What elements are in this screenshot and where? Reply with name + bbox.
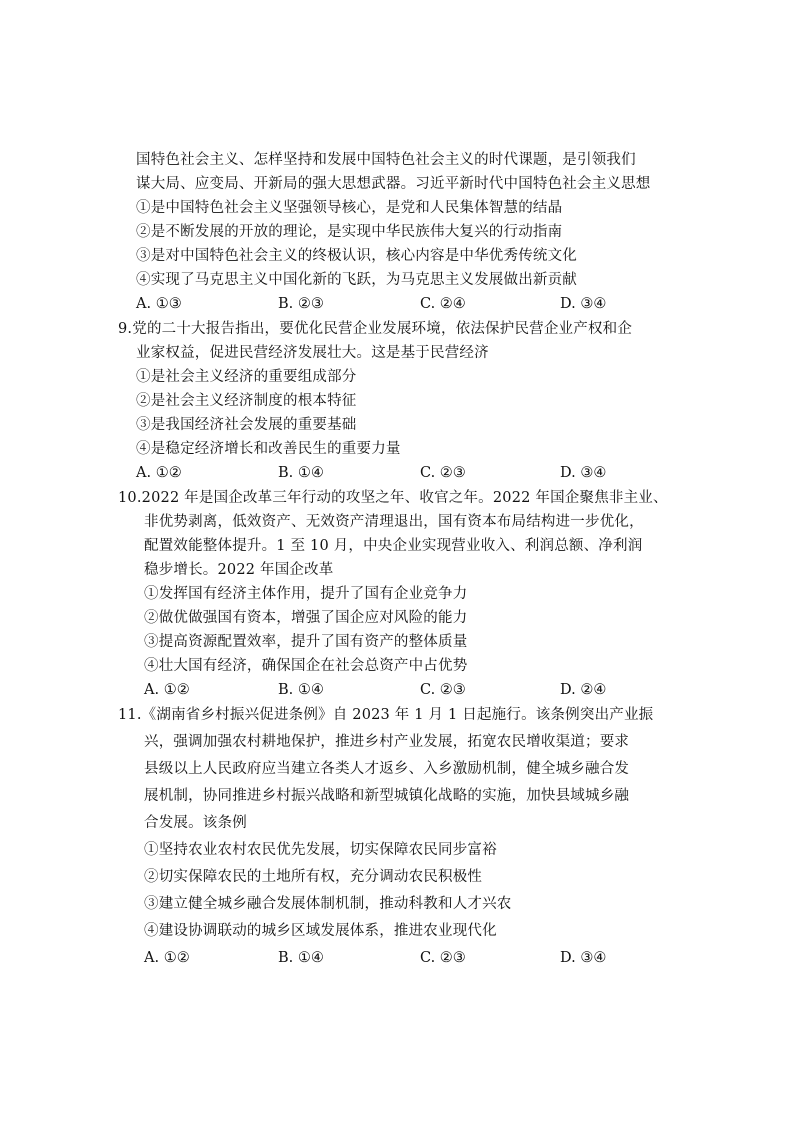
q9-item-4: ④是稳定经济增长和改善民生的重要力量: [136, 441, 401, 457]
q10-stem-text-1: 2022 年是国企改革三年行动的攻坚之年、收官之年。2022 年国企聚焦非主业、: [141, 490, 668, 506]
q9-stem-line-1: [118, 319, 632, 339]
q10-item-3: ③提高资源配置效率，提升了国有资产的整体质量: [144, 634, 468, 650]
q10-item-1: ①发挥国有经济主体作用，提升了国有企业竞争力: [144, 586, 468, 602]
q8-option-b: B. ②③: [278, 296, 324, 312]
q11-option-d: D. ③④: [560, 950, 607, 966]
q10-option-b: B. ①④: [278, 682, 324, 698]
q11-stem-line-4: 展机制，协同推进乡村振兴战略和新型城镇化战略的实施，加快县域城乡融: [144, 788, 630, 804]
q8-option-a: A. ①③: [136, 296, 182, 312]
q10-stem-line-3: 配置效能整体提升。1 至 10 月，中央企业实现营业收入、利润总额、净利润: [144, 538, 643, 554]
q9-item-1: ①是社会主义经济的重要组成部分: [136, 369, 357, 385]
q10-item-2: ②做优做强国有资本，增强了国企应对风险的能力: [144, 610, 468, 626]
q11-item-3: ③建立健全城乡融合发展体制机制，推动科教和人才兴农: [144, 896, 512, 912]
q9-item-3: ③是我国经济社会发展的重要基础: [136, 417, 357, 433]
q8-item-1: ①是中国特色社会主义坚强领导核心，是党和人民集体智慧的结晶: [136, 200, 563, 216]
q10-option-d: D. ②④: [560, 682, 607, 698]
q8-stem-line-1: 国特色社会主义、怎样坚持和发展中国特色社会主义的时代课题，是引领我们: [136, 152, 636, 168]
q11-stem-line-5: 合发展。该条例: [144, 815, 247, 831]
q11-option-c: C. ②③: [420, 950, 466, 966]
q11-options: [144, 948, 664, 968]
q9-stem-line-2: 业家权益，促进民营经济发展壮大。这是基于民营经济: [136, 345, 489, 361]
q11-number: 11.: [118, 707, 142, 723]
q8-option-c: C. ②④: [420, 296, 466, 312]
q11-option-a: A. ①②: [144, 950, 190, 966]
q10-number: 10.: [118, 490, 142, 506]
q8-option-d: D. ③④: [560, 296, 607, 312]
q8-item-3: ③是对中国特色社会主义的终极认识，核心内容是中华优秀传统文化: [136, 248, 577, 264]
q9-option-a: A. ①②: [136, 465, 182, 481]
q9-number: 9.: [118, 321, 133, 337]
q10-item-4: ④壮大国有经济，确保国企在社会总资产中占优势: [144, 658, 468, 674]
q11-item-4: ④建设协调联动的城乡区域发展体系，推进农业现代化: [144, 923, 497, 939]
q11-stem-line-3: 县级以上人民政府应当建立各类人才返乡、入乡激励机制，健全城乡融合发: [144, 761, 630, 777]
q11-item-1: ①坚持农业农村农民优先发展，切实保障农民同步富裕: [144, 842, 497, 858]
q11-stem-text-1: 《湖南省乡村振兴促进条例》自 2023 年 1 月 1 日起施行。该条例突出产业振: [141, 707, 654, 723]
q10-stem-line-2: 非优势剥离，低效资产、无效资产清理退出，国有资本布局结构进一步优化，: [144, 514, 644, 530]
q10-option-c: C. ②③: [420, 682, 466, 698]
q11-stem-line-1: [118, 705, 653, 725]
q9-item-2: ②是社会主义经济制度的根本特征: [136, 393, 357, 409]
q9-option-b: B. ①④: [278, 465, 324, 481]
q10-options: [144, 680, 664, 700]
q11-option-b: B. ①④: [278, 950, 324, 966]
q8-options: [136, 294, 656, 314]
q11-item-2: ②切实保障农民的土地所有权，充分调动农民积极性: [144, 869, 483, 885]
q9-stem-text-1: 党的二十大报告指出，要优化民营企业发展环境，依法保护民营企业产权和企: [132, 321, 633, 337]
q11-stem-line-2: 兴，强调加强农村耕地保护，推进乡村产业发展，拓宽农民增收渠道；要求: [144, 734, 630, 750]
q10-option-a: A. ①②: [144, 682, 190, 698]
q9-options: [136, 463, 656, 483]
q9-option-c: C. ②③: [420, 465, 466, 481]
q10-stem-line-4: 稳步增长。2022 年国企改革: [144, 562, 334, 578]
q8-item-2: ②是不断发展的开放的理论，是实现中华民族伟大复兴的行动指南: [136, 224, 563, 240]
q9-option-d: D. ③④: [560, 465, 607, 481]
q8-stem-line-2: 谋大局、应变局、开新局的强大思想武器。习近平新时代中国特色社会主义思想: [136, 176, 651, 192]
q10-stem-line-1: [118, 488, 668, 508]
q8-item-4: ④实现了马克思主义中国化新的飞跃，为马克思主义发展做出新贡献: [136, 272, 577, 288]
